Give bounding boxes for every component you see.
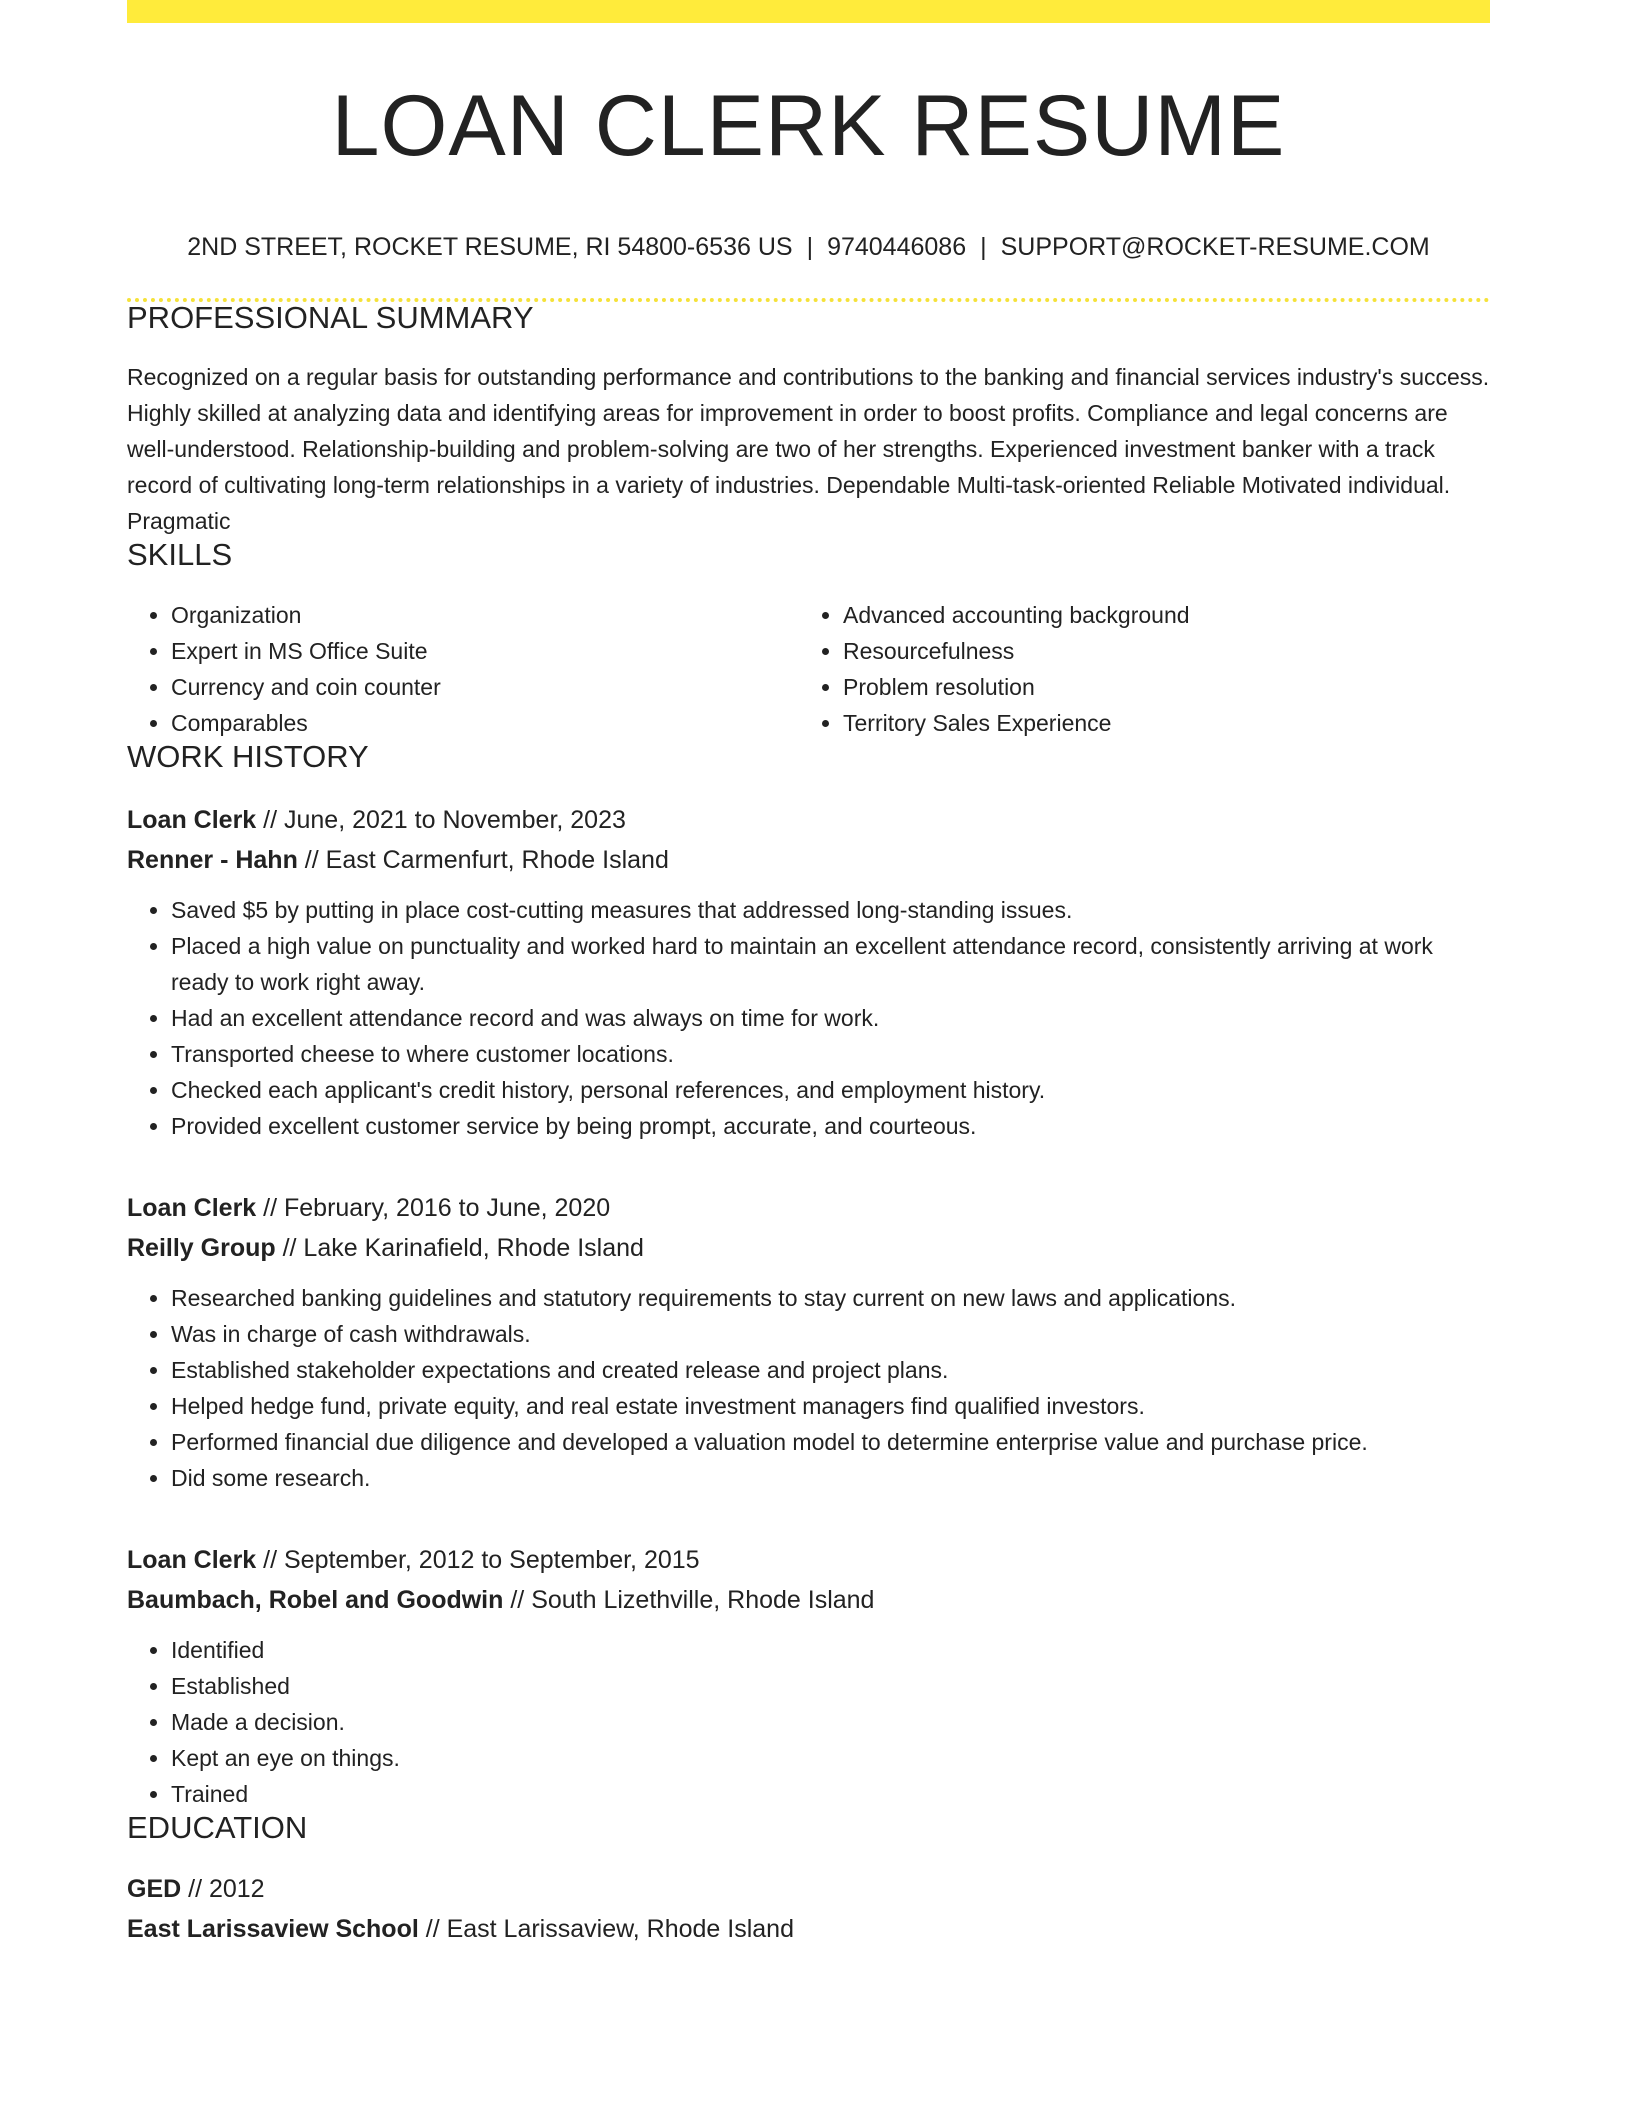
job-bullet: • Made a decision. bbox=[171, 1704, 1490, 1740]
phone: 9740446086 bbox=[827, 233, 967, 261]
skill-item: • Territory Sales Experience bbox=[843, 705, 1471, 741]
job-location: // Lake Karinafield, Rhode Island bbox=[275, 1234, 644, 1262]
job-bullet: • Kept an eye on things. bbox=[171, 1740, 1490, 1776]
education-location: // East Larissaview, Rhode Island bbox=[418, 1915, 794, 1943]
address: 2ND STREET, ROCKET RESUME, RI 54800-6536 US bbox=[187, 233, 793, 261]
job-bullets bbox=[127, 1632, 1490, 1812]
job-bullet: • Established bbox=[171, 1668, 1490, 1704]
skill-item: • Resourcefulness bbox=[843, 633, 1471, 669]
skill-item: • Organization bbox=[171, 597, 799, 633]
job-bullet: • Was in charge of cash withdrawals. bbox=[171, 1316, 1490, 1352]
education-entry bbox=[127, 1869, 1490, 1949]
skill-item: • Problem resolution bbox=[843, 669, 1471, 705]
skill-item: • Comparables bbox=[171, 705, 799, 741]
accent-bar bbox=[127, 0, 1490, 23]
email: SUPPORT@ROCKET-RESUME.COM bbox=[1000, 233, 1430, 261]
job-entry bbox=[127, 1540, 1490, 1812]
job-title-line bbox=[127, 1540, 1490, 1580]
contact-line bbox=[127, 235, 1490, 260]
skills-heading: SKILLS bbox=[127, 537, 233, 572]
education-degree-line bbox=[127, 1869, 1490, 1909]
job-title: Loan Clerk bbox=[127, 806, 257, 834]
job-bullet: • Checked each applicant's credit history, personal references, and employment history. bbox=[171, 1072, 1490, 1108]
job-bullet: • Placed a high value on punctuality and worked hard to maintain an excellent attendance record, consistently arriving at work ready to work right away. bbox=[171, 928, 1490, 1000]
job-title-line bbox=[127, 800, 1490, 840]
skills-column-right bbox=[799, 597, 1471, 741]
job-bullet: • Provided excellent customer service by being prompt, accurate, and courteous. bbox=[171, 1108, 1490, 1144]
education-degree: GED bbox=[127, 1875, 182, 1903]
job-bullet: • Performed financial due diligence and developed a valuation model to determine enterprise value and purchase price. bbox=[171, 1424, 1490, 1460]
job-bullet: • Established stakeholder expectations and created release and project plans. bbox=[171, 1352, 1490, 1388]
job-bullets bbox=[127, 1280, 1490, 1496]
job-entry bbox=[127, 1188, 1490, 1496]
job-company-line bbox=[127, 840, 1490, 880]
job-company: Baumbach, Robel and Goodwin bbox=[127, 1586, 504, 1614]
separator: | bbox=[980, 233, 987, 261]
job-location: // South Lizethville, Rhode Island bbox=[503, 1586, 875, 1614]
work-history-heading: WORK HISTORY bbox=[127, 739, 369, 774]
job-location: // East Carmenfurt, Rhode Island bbox=[297, 846, 669, 874]
summary-heading: PROFESSIONAL SUMMARY bbox=[127, 300, 534, 335]
skills-list bbox=[127, 597, 1490, 741]
education-year: // 2012 bbox=[181, 1875, 265, 1903]
job-title: Loan Clerk bbox=[127, 1194, 257, 1222]
job-company-line bbox=[127, 1228, 1490, 1268]
education-school: East Larissaview School bbox=[127, 1915, 419, 1943]
resume-page bbox=[127, 0, 1490, 1949]
job-dates: // September, 2012 to September, 2015 bbox=[256, 1546, 700, 1574]
job-bullets bbox=[127, 892, 1490, 1144]
skill-item: • Advanced accounting background bbox=[843, 597, 1471, 633]
job-bullet: • Helped hedge fund, private equity, and real estate investment managers find qualified investors. bbox=[171, 1388, 1490, 1424]
job-dates: // June, 2021 to November, 2023 bbox=[256, 806, 626, 834]
job-title: Loan Clerk bbox=[127, 1546, 257, 1574]
education-heading: EDUCATION bbox=[127, 1810, 308, 1845]
job-company: Reilly Group bbox=[127, 1234, 276, 1262]
separator: | bbox=[806, 233, 814, 261]
job-bullet: • Trained bbox=[171, 1776, 1490, 1812]
page-title: LOAN CLERK RESUME bbox=[331, 78, 1286, 174]
skill-item: • Currency and coin counter bbox=[171, 669, 799, 705]
skills-column-left bbox=[127, 597, 799, 741]
job-title-line bbox=[127, 1188, 1490, 1228]
job-bullet: • Researched banking guidelines and statutory requirements to stay current on new laws and applications. bbox=[171, 1280, 1490, 1316]
skill-item: • Expert in MS Office Suite bbox=[171, 633, 799, 669]
job-bullet: • Had an excellent attendance record and was always on time for work. bbox=[171, 1000, 1490, 1036]
job-company: Renner - Hahn bbox=[127, 846, 298, 874]
job-bullet: • Did some research. bbox=[171, 1460, 1490, 1496]
job-company-line bbox=[127, 1580, 1490, 1620]
job-bullet: • Identified bbox=[171, 1632, 1490, 1668]
job-bullet: • Saved $5 by putting in place cost-cutting measures that addressed long-standing issues. bbox=[171, 892, 1490, 928]
job-dates: // February, 2016 to June, 2020 bbox=[256, 1194, 611, 1222]
job-bullet: • Transported cheese to where customer locations. bbox=[171, 1036, 1490, 1072]
education-school-line bbox=[127, 1909, 1490, 1949]
summary-text: Recognized on a regular basis for outstanding performance and contributions to the banking and financial services industry's success. Highly skilled at analyzing data and identifying areas for improvement in order to boost profits. Compliance and legal concerns are well-understood. Relationship-building and problem-solving are two of her strengths. Experienced investment banker with a track record of cultivating long-term relationships in a variety of industries. Dependable Multi-task-oriented Reliable Motivated individual. Pragmatic bbox=[127, 364, 1490, 534]
job-entry bbox=[127, 800, 1490, 1144]
